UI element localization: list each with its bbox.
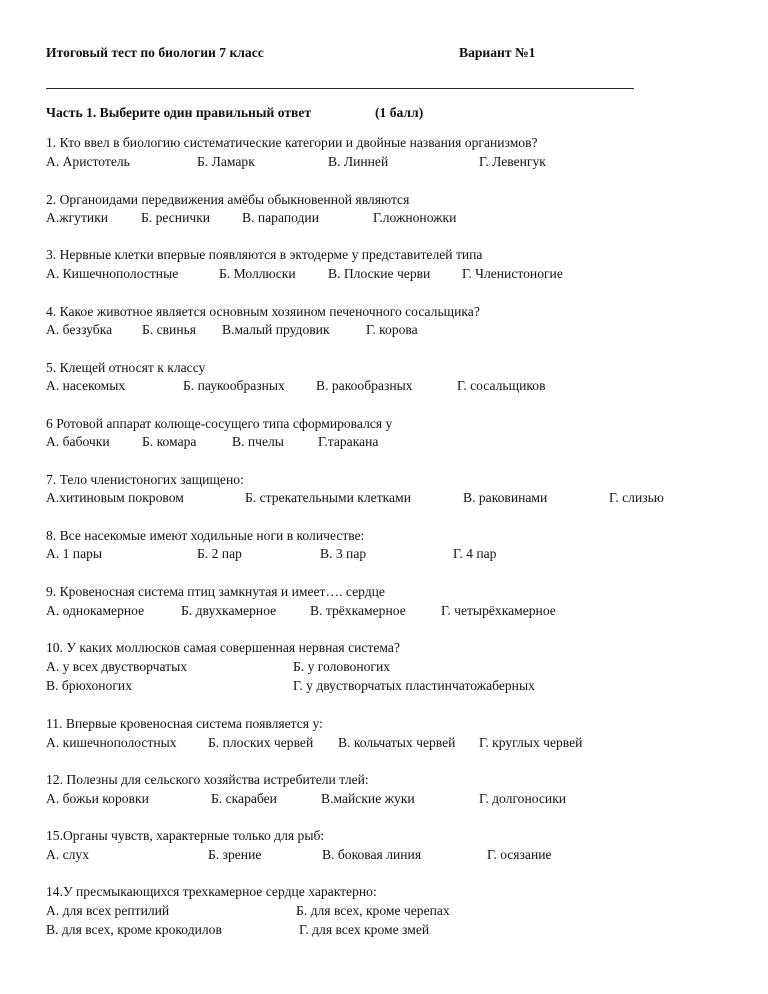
answer-option: Г. слизью bbox=[609, 490, 664, 505]
answer-option: Б. зрение bbox=[208, 847, 262, 862]
answer-option: А. Аристотель bbox=[46, 154, 130, 169]
answer-option: Б. комара bbox=[142, 434, 197, 449]
answer-option: В. 3 пар bbox=[320, 546, 367, 561]
question-text: 1. Кто ввел в биологию систематические категории и двойные названия организмов? bbox=[46, 135, 538, 150]
answer-option: В. боковая линия bbox=[322, 847, 422, 862]
answer-option: Б. плоских червей bbox=[208, 735, 314, 750]
answer-option: А. насекомых bbox=[46, 378, 126, 393]
answer-option: Б. скарабеи bbox=[211, 791, 277, 806]
answer-option: Г.таракана bbox=[318, 434, 379, 449]
answer-option: А. Кишечнополостные bbox=[46, 266, 179, 281]
answer-option: В. трёхкамерное bbox=[310, 603, 406, 618]
answer-option: А. однокамерное bbox=[46, 603, 145, 618]
answer-option: В. параподии bbox=[242, 210, 319, 225]
answer-option: В. раковинами bbox=[463, 490, 548, 505]
answer-option: В. ракообразных bbox=[316, 378, 413, 393]
answer-option: В. Плоские черви bbox=[328, 266, 431, 281]
answer-option: А.жгутики bbox=[46, 210, 109, 225]
answer-option: Г. сосальщиков bbox=[457, 378, 546, 393]
question-text: 12. Полезны для сельского хозяйства истребители тлей: bbox=[46, 772, 369, 787]
question-text: 7. Тело членистоногих защищено: bbox=[46, 472, 244, 487]
answer-option: Г. долгоносики bbox=[479, 791, 567, 806]
answer-option: Б. свинья bbox=[142, 322, 197, 337]
answer-option: Г. круглых червей bbox=[479, 735, 583, 750]
question-text: 10. У каких моллюсков самая совершенная нервная система? bbox=[46, 640, 400, 655]
answer-option: А. слух bbox=[46, 847, 90, 862]
answer-option: Г. Членистоногие bbox=[462, 266, 563, 281]
answer-option: Б. Моллюски bbox=[219, 266, 296, 281]
header-divider bbox=[46, 88, 634, 89]
answer-option: Г. у двустворчатых пластинчатожаберных bbox=[293, 678, 535, 693]
answer-option: В. брюхоногих bbox=[46, 678, 132, 693]
question-text: 9. Кровеносная система птиц замкнутая и имеет…. сердце bbox=[46, 584, 385, 599]
question-text: 5. Клещей относят к классу bbox=[46, 360, 206, 375]
answer-option: А. у всех двустворчатых bbox=[46, 659, 188, 674]
answer-option: А. 1 пары bbox=[46, 546, 103, 561]
answer-option: А.хитиновым покровом bbox=[46, 490, 184, 505]
answer-option: В.майские жуки bbox=[321, 791, 415, 806]
part-title: Часть 1. Выберите один правильный ответ bbox=[46, 105, 312, 120]
question-text: 11. Впервые кровеносная система появляется у: bbox=[46, 716, 323, 731]
answer-option: А. бабочки bbox=[46, 434, 110, 449]
question-text: 2. Органоидами передвижения амёбы обыкновенной являются bbox=[46, 192, 410, 207]
answer-option: В. пчелы bbox=[232, 434, 284, 449]
question-text: 15.Органы чувств, характерные только для рыб: bbox=[46, 828, 325, 843]
answer-option: В.малый прудовик bbox=[222, 322, 330, 337]
answer-option: В. для всех, кроме крокодилов bbox=[46, 922, 222, 937]
answer-option: Г. четырёхкамерное bbox=[441, 603, 556, 618]
answer-option: Г. Левенгук bbox=[479, 154, 546, 169]
answer-option: Б. реснички bbox=[141, 210, 211, 225]
answer-option: А. беззубка bbox=[46, 322, 113, 337]
question-text: 8. Все насекомые имеют ходильные ноги в количестве: bbox=[46, 528, 365, 543]
answer-option: А. божьи коровки bbox=[46, 791, 149, 806]
answer-option: Г. корова bbox=[366, 322, 418, 337]
question-text: 4. Какое животное является основным хозяином печеночного сосальщика? bbox=[46, 304, 480, 319]
answer-option: Б. паукообразных bbox=[183, 378, 285, 393]
question-text: 6 Ротовой аппарат колюще-сосущего типа сформировался у bbox=[46, 416, 393, 431]
answer-option: Б. для всех, кроме черепах bbox=[296, 903, 450, 918]
answer-option: Г.ложноножки bbox=[373, 210, 457, 225]
question-text: 14.У пресмыкающихся трехкамерное сердце характерно: bbox=[46, 884, 377, 899]
answer-option: Б. двухкамерное bbox=[181, 603, 277, 618]
answer-option: А. кишечнополостных bbox=[46, 735, 177, 750]
answer-option: Б. стрекательными клетками bbox=[245, 490, 411, 505]
answer-option: Б. у головоногих bbox=[293, 659, 391, 674]
answer-option: В. кольчатых червей bbox=[338, 735, 456, 750]
answer-option: Г. для всех кроме змей bbox=[299, 922, 430, 937]
variant-label: Вариант №1 bbox=[459, 45, 536, 60]
answer-option: А. для всех рептилий bbox=[46, 903, 170, 918]
answer-option: Г. осязание bbox=[487, 847, 552, 862]
question-text: 3. Нервные клетки впервые появляются в эктодерме у представителей типа bbox=[46, 247, 483, 262]
answer-option: Г. 4 пар bbox=[453, 546, 497, 561]
part-points: (1 балл) bbox=[375, 105, 424, 120]
test-title: Итоговый тест по биологии 7 класс bbox=[46, 45, 264, 60]
answer-option: В. Линней bbox=[328, 154, 389, 169]
answer-option: Б. Ламарк bbox=[197, 154, 255, 169]
answer-option: Б. 2 пар bbox=[197, 546, 242, 561]
